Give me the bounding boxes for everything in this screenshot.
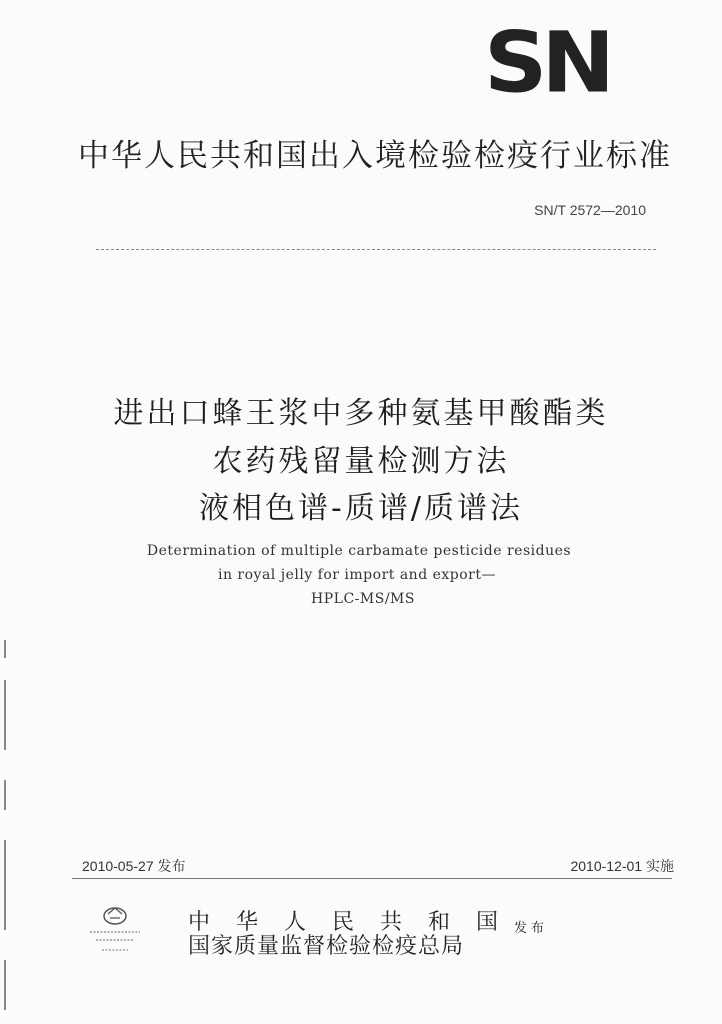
title-en-line-3: HPLC-MS/MS [311,591,415,607]
standard-number: SN/T 2572—2010 [534,202,646,218]
seal-icon [86,902,144,958]
sn-logo: SN [484,13,610,112]
title-cn-line-2: 农药残留量检测方法 [212,444,510,479]
title-cn-line-3: 液相色谱-质谱/质谱法 [199,491,523,526]
header-divider [96,249,656,250]
issue-date: 2010-05-27 发布 [82,858,186,874]
footer-divider [72,878,672,879]
issuer-line-1: 中华人民共和国 [188,910,525,935]
title-en-line-2: in royal jelly for import and export— [217,567,497,583]
implementation-date: 2010-12-01 实施 [570,858,674,874]
title-cn-line-1: 进出口蜂王浆中多种氨基甲酸酯类 [113,396,609,431]
issuer-line-2: 国家质量监督检验检疫总局 [188,934,465,959]
title-en-line-1: Determination of multiple carbamate pesticide residues [146,543,572,559]
industry-standard-title: 中华人民共和国出入境检验检疫行业标准 [78,138,672,174]
binding-edge-marks [0,640,14,1024]
issue-verb: 发布 [514,921,549,936]
